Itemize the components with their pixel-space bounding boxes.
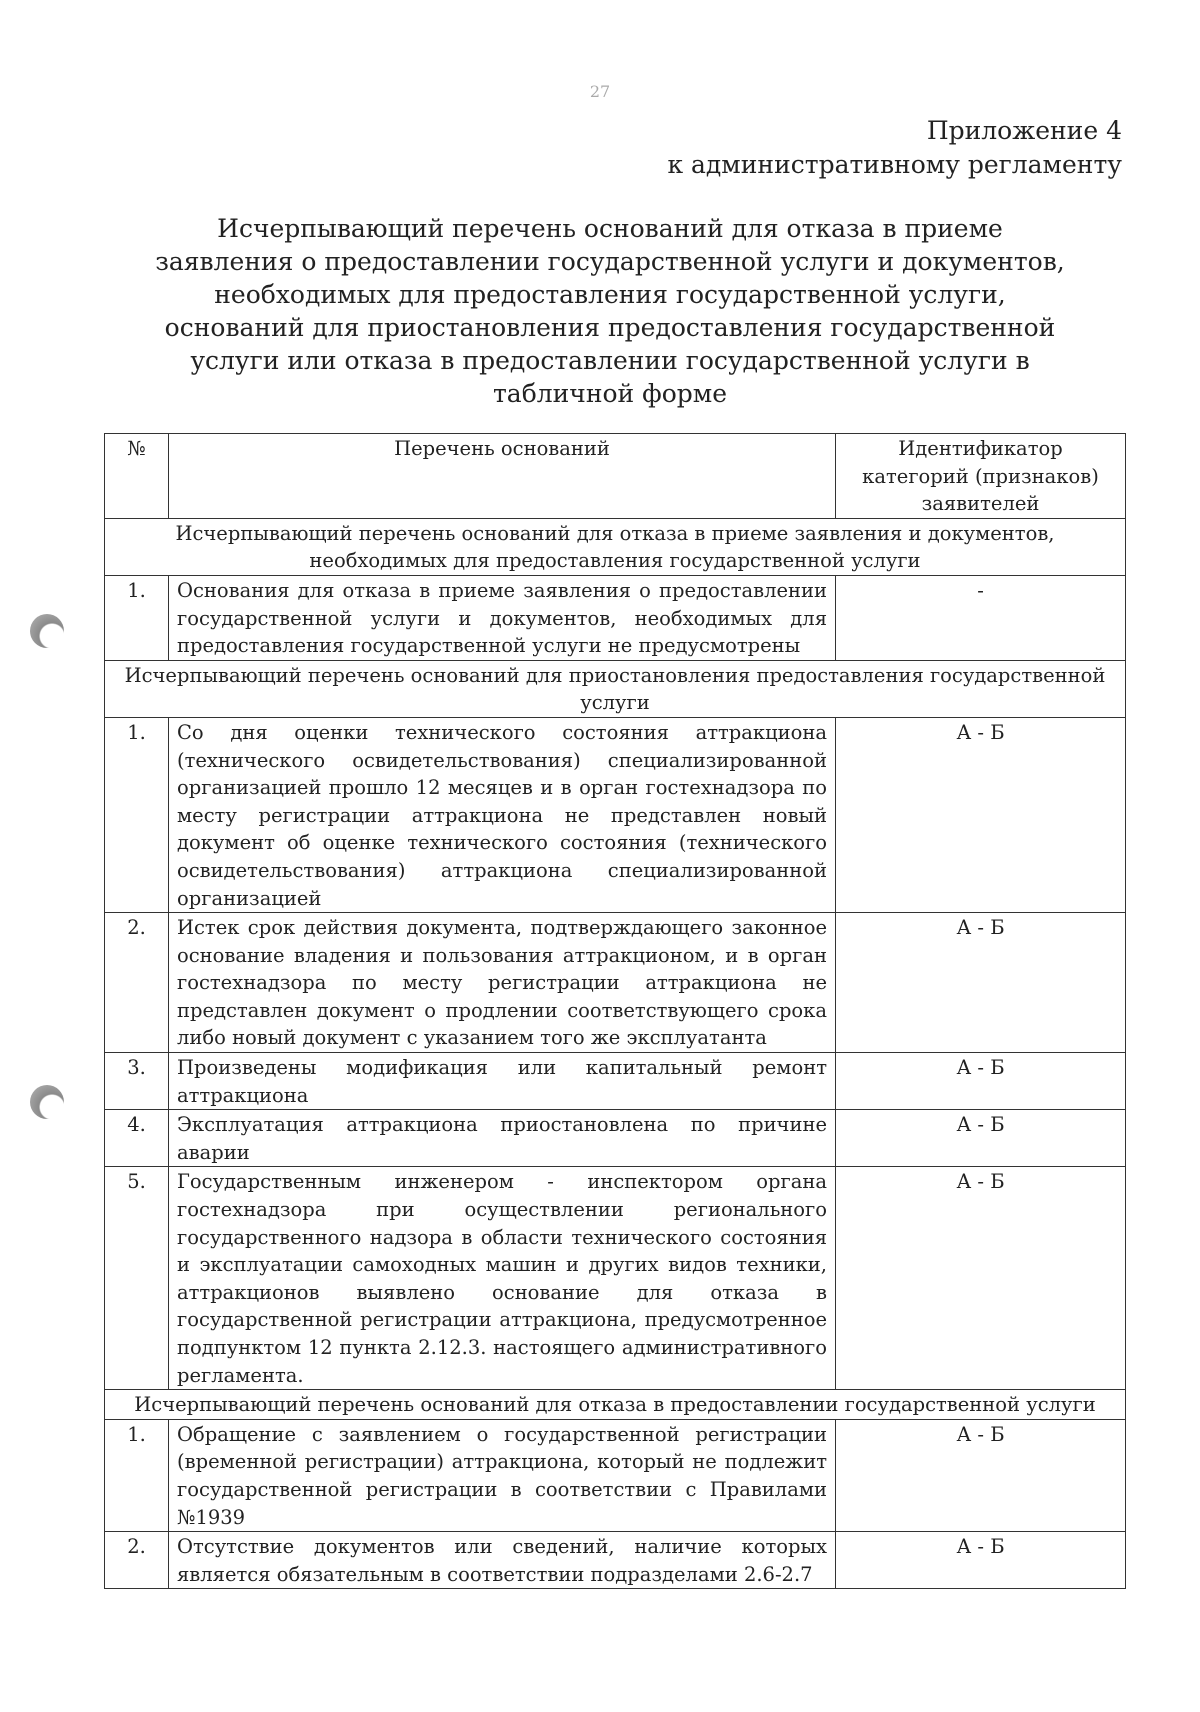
- row-text: Эксплуатация аттракциона приостановлена по причине аварии: [169, 1110, 836, 1167]
- row-text: Со дня оценки технического состояния аттракциона (технического освидетельствования) специализированной организацией прошло 12 месяцев и в орган гостехнадзора по месту регистрации аттракциона не представлен новый документ об оценке технического состояния (технического освидетельствования) аттракциона специализированной организацией: [169, 717, 836, 912]
- row-number: 1.: [105, 717, 169, 912]
- appendix-caption: [667, 114, 1122, 182]
- table-row: [105, 1053, 1126, 1110]
- section-title: Исчерпывающий перечень оснований для отказа в приеме заявления и документов, необходимых для предоставления государственной услуги: [105, 518, 1126, 575]
- grounds-table: [104, 433, 1126, 1589]
- row-identifier: А - Б: [836, 1053, 1126, 1110]
- row-number: 3.: [105, 1053, 169, 1110]
- row-number: 2.: [105, 1532, 169, 1589]
- table-row: [105, 1532, 1126, 1589]
- table-header-row: [105, 434, 1126, 519]
- punch-hole-icon: [30, 614, 64, 648]
- section-row: [105, 660, 1126, 717]
- row-identifier: -: [836, 575, 1126, 660]
- row-identifier: А - Б: [836, 1532, 1126, 1589]
- table-row: [105, 1110, 1126, 1167]
- appendix-line-2: к административному регламенту: [667, 150, 1122, 179]
- row-identifier: А - Б: [836, 1110, 1126, 1167]
- section-title: Исчерпывающий перечень оснований для приостановления предоставления государственной услуги: [105, 660, 1126, 717]
- row-text: Произведены модификация или капитальный ремонт аттракциона: [169, 1053, 836, 1110]
- row-number: 5.: [105, 1167, 169, 1390]
- document-title: Исчерпывающий перечень оснований для отказа в приеме заявления о предоставлении государственной услуги и документов, необходимых для предоставления государственной услуги, оснований для приостановления предоставления государственной услуги или отказа в предоставлении государственной услуги в табличной форме: [155, 214, 1065, 408]
- table-row: [105, 575, 1126, 660]
- row-text: Истек срок действия документа, подтверждающего законное основание владения и пользования аттракционом, и в орган гостехнадзора по месту регистрации аттракциона не представлен документ о продлении соответствующего срока либо новый документ с указанием того же эксплуатанта: [169, 913, 836, 1053]
- row-number: 1.: [105, 1419, 169, 1531]
- table-row: [105, 1167, 1126, 1390]
- row-identifier: А - Б: [836, 1419, 1126, 1531]
- section-row: [105, 1390, 1126, 1420]
- table-row: [105, 1419, 1126, 1531]
- row-identifier: А - Б: [836, 1167, 1126, 1390]
- row-identifier: А - Б: [836, 717, 1126, 912]
- row-identifier: А - Б: [836, 913, 1126, 1053]
- header-grounds: Перечень оснований: [169, 434, 836, 519]
- header-num: №: [105, 434, 169, 519]
- section-row: [105, 518, 1126, 575]
- appendix-line-1: Приложение 4: [926, 116, 1122, 145]
- header-identifier: Идентификатор категорий (признаков) заявителей: [836, 434, 1126, 519]
- punch-hole-icon: [30, 1085, 64, 1119]
- section-title: Исчерпывающий перечень оснований для отказа в предоставлении государственной услуги: [105, 1390, 1126, 1420]
- table-row: [105, 913, 1126, 1053]
- row-text: Отсутствие документов или сведений, наличие которых является обязательным в соответствии подразделами 2.6-2.7: [169, 1532, 836, 1589]
- row-number: 1.: [105, 575, 169, 660]
- row-number: 4.: [105, 1110, 169, 1167]
- row-text: Обращение с заявлением о государственной регистрации (временной регистрации) аттракциона, который не подлежит государственной регистрации в соответствии с Правилами №1939: [169, 1419, 836, 1531]
- page-number: 27: [589, 82, 611, 101]
- row-text: Государственным инженером - инспектором органа гостехнадзора при осуществлении регионального государственного надзора в области технического состояния и эксплуатации самоходных машин и других видов техники, аттракционов выявлено основание для отказа в государственной регистрации аттракциона, предусмотренное подпунктом 12 пункта 2.12.3. настоящего административного регламента.: [169, 1167, 836, 1390]
- row-number: 2.: [105, 913, 169, 1053]
- table-row: [105, 717, 1126, 912]
- row-text: Основания для отказа в приеме заявления о предоставлении государственной услуги и документов, необходимых для предоставления государственной услуги не предусмотрены: [169, 575, 836, 660]
